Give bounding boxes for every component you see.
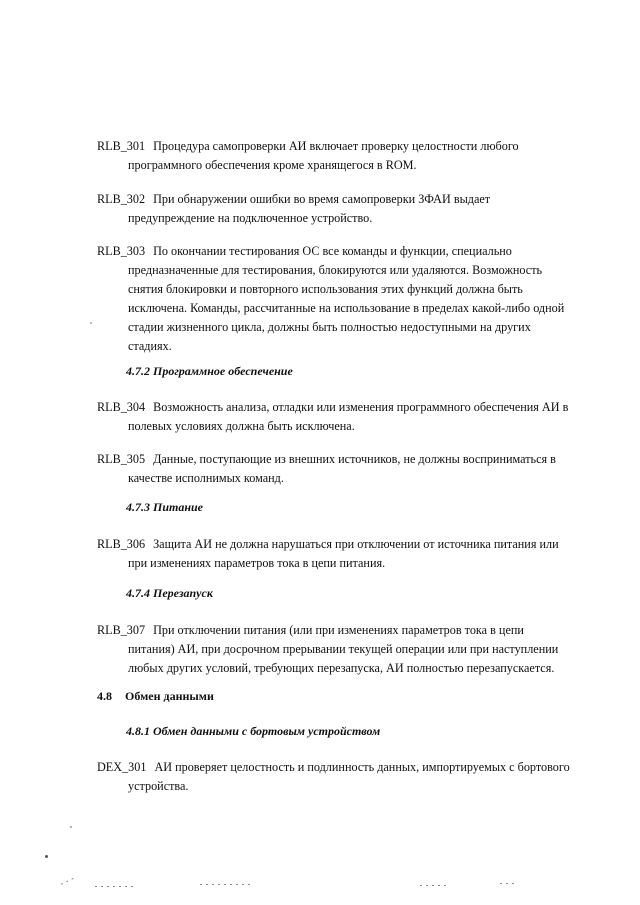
- requirement-text: предназначенные для тестирования, блокируются или удаляются. Возможность: [128, 263, 543, 277]
- requirement-text: Защита АИ не должна нарушаться при отключении от источника питания или: [153, 537, 559, 551]
- requirement-rlb-304: [97, 398, 568, 436]
- requirement-rlb-307: [97, 621, 558, 678]
- section-heading-4-8: [97, 689, 214, 704]
- scan-speck: [90, 322, 92, 324]
- requirement-code: RLB_305: [97, 452, 146, 466]
- requirement-text: Данные, поступающие из внешних источников, не должны восприниматься в: [153, 452, 556, 466]
- section-title: Обмен данными: [125, 689, 214, 703]
- requirement-code: RLB_301: [97, 139, 146, 153]
- requirement-dex-301: [97, 758, 570, 796]
- requirement-text: При отключении питания (или при изменениях параметров тока в цепи: [153, 623, 524, 637]
- requirement-text: предупреждение на подключенное устройство.: [128, 211, 373, 225]
- requirement-text: снятия блокировки и повторного использования этих функций должна быть: [128, 282, 523, 296]
- scan-mark: [95, 886, 135, 887]
- requirement-code: RLB_306: [97, 537, 146, 551]
- scan-speck: [45, 855, 48, 858]
- scan-mark: [500, 883, 514, 884]
- requirement-code: RLB_302: [97, 192, 146, 206]
- scan-mark: [200, 884, 250, 885]
- subsection-heading-4-8-1: 4.8.1 Обмен данными с бортовым устройством: [126, 724, 381, 738]
- requirement-rlb-306: [97, 535, 559, 573]
- requirement-rlb-303: [97, 242, 564, 356]
- requirement-code: RLB_304: [97, 400, 146, 414]
- section-number: 4.8: [97, 689, 112, 703]
- requirement-text: АИ проверяет целостность и подлинность данных, импортируемых с бортового: [154, 760, 570, 774]
- subsection-heading-4-7-3: 4.7.3 Питание: [126, 500, 204, 514]
- requirement-text: стадии жизненного цикла, должны быть полностью недоступными на других: [128, 320, 531, 334]
- requirement-text: Возможность анализа, отладки или изменения программного обеспечения АИ в: [153, 400, 569, 414]
- requirement-text: полевых условиях должна быть исключена.: [128, 419, 355, 433]
- requirement-code: RLB_307: [97, 623, 146, 637]
- requirement-rlb-305: [97, 450, 556, 488]
- requirement-text: программного обеспечения кроме хранящегося в ROM.: [128, 158, 417, 172]
- scan-mark: [61, 876, 78, 885]
- requirement-code: RLB_303: [97, 244, 146, 258]
- requirement-text: любых других условий, требующих перезапуска, АИ полностью перезапускается.: [128, 661, 555, 675]
- requirement-text: исключена. Команды, рассчитанные на использование в пределах какой-либо одной: [128, 301, 565, 315]
- requirement-text: качестве исполнимых команд.: [128, 471, 284, 485]
- requirement-text: питания) АИ, при досрочном прерывании текущей операции или при наступлении: [128, 642, 559, 656]
- requirement-text: По окончании тестирования ОС все команды и функции, специально: [153, 244, 512, 258]
- requirement-code: DEX_301: [97, 760, 147, 774]
- scan-speck: [70, 826, 72, 828]
- requirement-text: Процедура самопроверки АИ включает проверку целостности любого: [153, 139, 519, 153]
- requirement-text: При обнаружении ошибки во время самопроверки ЗФАИ выдает: [153, 192, 491, 206]
- requirement-text: при изменениях параметров тока в цепи питания.: [128, 556, 386, 570]
- subsection-heading-4-7-2: 4.7.2 Программное обеспечение: [126, 364, 293, 378]
- requirement-text: устройства.: [128, 779, 189, 793]
- requirement-rlb-301: [97, 137, 519, 175]
- subsection-heading-4-7-4: 4.7.4 Перезапуск: [126, 586, 213, 600]
- scan-mark: [420, 885, 450, 886]
- requirement-text: стадиях.: [128, 339, 172, 353]
- requirement-rlb-302: [97, 190, 490, 228]
